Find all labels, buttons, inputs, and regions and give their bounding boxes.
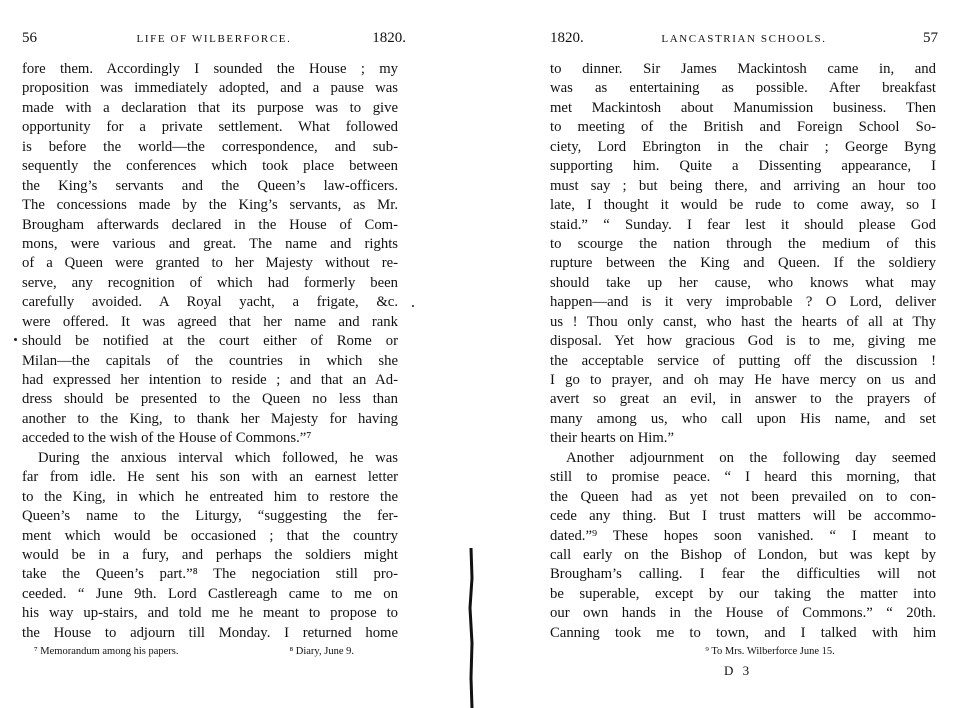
text-line: dress should be presented to the Queen no less than [22, 391, 398, 408]
text-line: dated.”⁹ These hopes soon vanished. “ I meant to [550, 527, 936, 544]
text-line: the Queen had as yet not been prevailed on to con- [550, 488, 936, 505]
text-line: happen—and is it very improbable ? O Lord, deliver [550, 294, 936, 311]
text-line: supporting him. Quite a Dissenting appearance, I [550, 158, 936, 175]
text-line: Another adjournment on the following day seemed [566, 449, 936, 466]
text-line: avert so great an evil, in answer to the prayers of [550, 391, 936, 408]
text-line: proposition was immediately adopted, and a pause was [22, 80, 398, 97]
text-line: cede any thing. But I trust matters will be accommo- [550, 508, 936, 525]
text-line: I go to prayer, and oh may He have mercy on us and [550, 372, 936, 388]
text-line: Queen’s name to the Liturgy, “suggesting the fer- [22, 508, 398, 525]
text-line: would be in a fury, and perhaps the soldiers might [22, 546, 398, 563]
right-page-header [550, 30, 938, 52]
text-line: ment which would be occasioned ; that the country [22, 527, 398, 544]
left-page-header [22, 30, 406, 52]
text-line: many among us, who call upon His name, and set [550, 410, 936, 427]
text-line: staid.” “ Sunday. I fear lest it should please God [550, 216, 936, 233]
text-line: late, I thought it would be rude to come away, so I [550, 197, 936, 214]
page-number: 56 [22, 30, 37, 46]
text-line: take the Queen’s part.”⁸ The negociation still pro- [22, 566, 398, 583]
text-line: During the anxious interval which followed, he was [38, 449, 398, 466]
text-line: Canning took me to town, and I talked with him [550, 624, 936, 641]
text-line: were offered. It was agreed that her name and rank [22, 313, 398, 330]
text-line: mons, were various and great. The name and rights [22, 235, 398, 252]
text-line: should be notified at the court either of Rome or [22, 333, 398, 350]
margin-mark [412, 305, 414, 307]
running-head: LIFE OF WILBERFORCE. [136, 33, 292, 45]
text-line: Brougham’s calling. I fear the difficulties will not [550, 566, 936, 583]
text-line: to meeting of the British and Foreign School So- [550, 119, 936, 136]
text-line: Milan—the capitals of the countries in which she [22, 352, 398, 369]
header-year: 1820. [372, 30, 406, 46]
right-page-text [550, 60, 936, 643]
text-line: the King’s servants and the Queen’s law-officers. [22, 177, 398, 194]
running-head: LANCASTRIAN SCHOOLS. [661, 33, 827, 45]
binding-gutter-shadow [466, 548, 476, 708]
footnote: ⁷ Memorandum among his papers. [34, 646, 179, 657]
text-line: still to promise peace. “ I heard this morning, that [550, 469, 936, 486]
text-line: sequently the conferences which took place between [22, 158, 398, 175]
page-number: 57 [923, 30, 938, 46]
text-line: fore them. Accordingly I sounded the House ; my [22, 61, 398, 77]
text-line: met Mackintosh about Manumission business. Then [550, 99, 936, 116]
text-line: call early on the Bishop of London, but was kept by [550, 546, 936, 563]
header-year: 1820. [550, 30, 584, 46]
text-line: our own hands in the House of Commons.” “ 20th. [550, 605, 936, 622]
text-line: be superable, except by our taking the matter into [550, 585, 936, 602]
text-line: serve, any recognition of which had formerly been [22, 274, 398, 291]
text-line: should take up her cause, who knows what may [550, 274, 936, 291]
margin-mark [14, 338, 17, 341]
text-line: had expressed her intention to reside ; and that an Ad- [22, 372, 398, 388]
text-line: his way up-stairs, and told me he meant to propose to [22, 605, 398, 622]
text-line: ciety, Lord Ebrington in the chair ; George Byng [550, 138, 936, 155]
text-line: made with a declaration that its purpose was to give [22, 99, 398, 116]
footnote: ⁹ To Mrs. Wilberforce June 15. [705, 646, 835, 657]
text-line: Brougham afterwards declared in the House of Com- [22, 216, 398, 233]
text-line: the acceptable service of putting off the discussion ! [550, 352, 936, 369]
text-line: ceeded. “ June 9th. Lord Castlereagh came to me on [22, 585, 398, 602]
text-line: is before the world—the correspondence, and sub- [22, 138, 398, 155]
left-page [0, 0, 470, 705]
text-line: must say ; but being there, and arriving an hour too [550, 177, 936, 194]
text-line: another to the King, to thank her Majesty for having [22, 410, 398, 427]
text-line: us ! Thou only canst, who hast the hearts of all at Thy [550, 313, 936, 330]
text-line: rupture between the King and Queen. If the soldiery [550, 255, 936, 272]
text-line: to scourge the nation through the medium of this [550, 235, 936, 252]
text-line: to the King, in which he entreated him to restore the [22, 488, 398, 505]
text-line: their hearts on Him.” [550, 430, 674, 447]
signature-mark: D 3 [724, 663, 753, 678]
right-page [500, 0, 980, 705]
text-line: the House to adjourn till Monday. I returned home [22, 624, 398, 641]
text-line: opportunity for a private settlement. What followed [22, 119, 398, 136]
left-page-text [22, 60, 398, 643]
text-line: disposal. Yet how gracious God is to me, giving me [550, 333, 936, 350]
text-line: carefully avoided. A Royal yacht, a frigate, &c. [22, 294, 398, 311]
text-line: of a Queen were granted to her Majesty without re- [22, 255, 398, 272]
text-line: to dinner. Sir James Mackintosh came in, and [550, 61, 936, 77]
footnote: ⁸ Diary, June 9. [289, 646, 354, 657]
text-line: The concessions made by the King’s servants, as Mr. [22, 197, 398, 214]
text-line: acceded to the wish of the House of Commons.”⁷ [22, 430, 312, 447]
right-page-footnotes [650, 646, 890, 657]
text-line: far from idle. He sent his son with an earnest letter [22, 469, 398, 486]
text-line: was as entertaining as possible. After breakfast [550, 80, 936, 97]
